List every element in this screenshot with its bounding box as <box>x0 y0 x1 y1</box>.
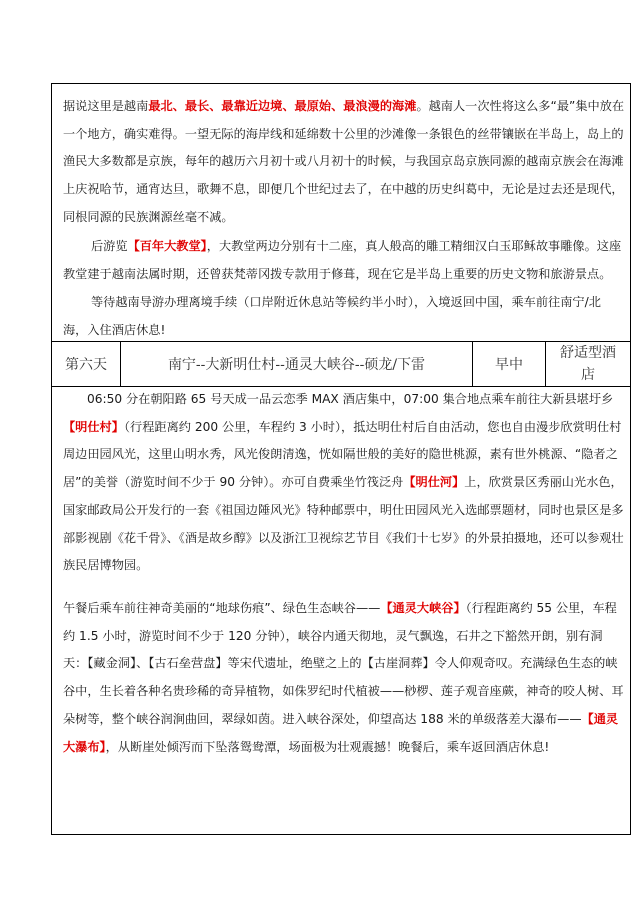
intro-paragraph-beach: 据说这里是越南最北、最长、最靠近边境、最原始、最浪漫的海滩。越南人一次性将这么多“最”集中放在一个地方，确实难得。一望无际的海岸线和延绵数十公里的沙滩像一条银色的丝带镶嵌在半岛上，岛上的渔民大多数都是京族，每年的越历六月初十或八月初十的时候，与我国京岛京族同源的越南京族会在海滩上庆祝哈节，通宵达旦，歌舞不息，即便几个世纪过去了，在中越的历史纠葛中，无论是过去还是现代，同根同源的民族渊源丝毫不减。 <box>63 99 625 224</box>
intro-paragraph-cathedral: 后游览【百年大教堂】，大教堂两边分别有十二座，真人般高的雕工精细汉白玉耶稣故事雕像。这座教堂建于越南法属时期，还曾获梵蒂冈拨专款用于修葺，现在它是半岛上重要的历史文物和旅游景点。 <box>63 239 622 281</box>
day-row <box>51 341 631 387</box>
day6-paragraph-tongling: 午餐后乘车前往神奇美丽的“地球伤痕”、绿色生态峡谷——【通灵大峡谷】（行程距离约 55 公里，车程约 1.5 小时，游览时间不少于 120 分钟），峡谷内通天彻地，灵气飘逸，石井之下豁然开朗，别有洞天：【藏金洞】、【古石垒营盘】等宋代遗址，绝壁之上的【古崖洞葬】令人仰观奇叹。充满绿色生态的峡谷中，生长着各种名贵珍稀的奇异植物，如侏罗纪时代植被——桫椤、莲子观音座蕨，神奇的咬人树、耳朵树等，整个峡谷润涧曲回，翠绿如茵。进入峡谷深处，仰望高达 188 米的单级落差大瀑布——【通灵大瀑布】，从断崖处倾泻而下坠落鸳鸯潭，场面极为壮观震撼！晚餐后，乘车返回酒店休息! <box>63 601 624 754</box>
day6-paragraph-mingshi: 06:50 分在朝阳路 65 号天成一品云恋季 MAX 酒店集中，07:00 集合地点乘车前往大新县堪圩乡【明仕村】（行程距离约 200 公里，车程约 3 小时），抵达明仕村后自由活动，您也自由漫步欣赏明仕村周边田园风光，这里山明水秀，风光俊朗清逸，恍如隔世般的美好的隐世桃源，素有世外桃源、“隐者之居”的美誉（游览时间不少于 90 分钟）。亦可自费乘坐竹筏泛舟【明仕河】上，欣赏景区秀丽山光水色，国家邮政局公开发行的一套《祖国边陲风光》特种邮票中，明仕田园风光入选邮票题材，同时也景区是多部影视剧《花千骨》、《酒是故乡醇》以及浙江卫视综艺节目《我们十七岁》的外景拍摄地，还可以参观壮族民居博物园。 <box>63 392 624 573</box>
meals-label: 早中 <box>473 342 546 386</box>
day-label: 第六天 <box>52 342 121 386</box>
tongling-canyon-highlight: 【通灵大峡谷】 <box>380 601 466 615</box>
mingshi-river-highlight: 【明仕河】 <box>403 475 465 490</box>
beach-highlight: 最北、最长、最靠近边境、最原始、最浪漫的海滩 <box>148 99 417 113</box>
route-label: 南宁--大新明仕村--通灵大峡谷--硕龙/下雷 <box>121 342 473 386</box>
mingshi-village-highlight: 【明仕村】 <box>63 419 124 434</box>
tongling-waterfall-highlight: 【通灵大瀑布】 <box>63 711 619 754</box>
cathedral-highlight: 【百年大教堂】 <box>127 239 207 253</box>
intro-paragraph-return: 等待越南导游办理离境手续（口岸附近休息站等候约半小时），入境返回中国，乘车前往南宁/北海，入住酒店休息! <box>63 295 601 337</box>
hotel-label: 舒适型酒店 <box>560 345 616 383</box>
